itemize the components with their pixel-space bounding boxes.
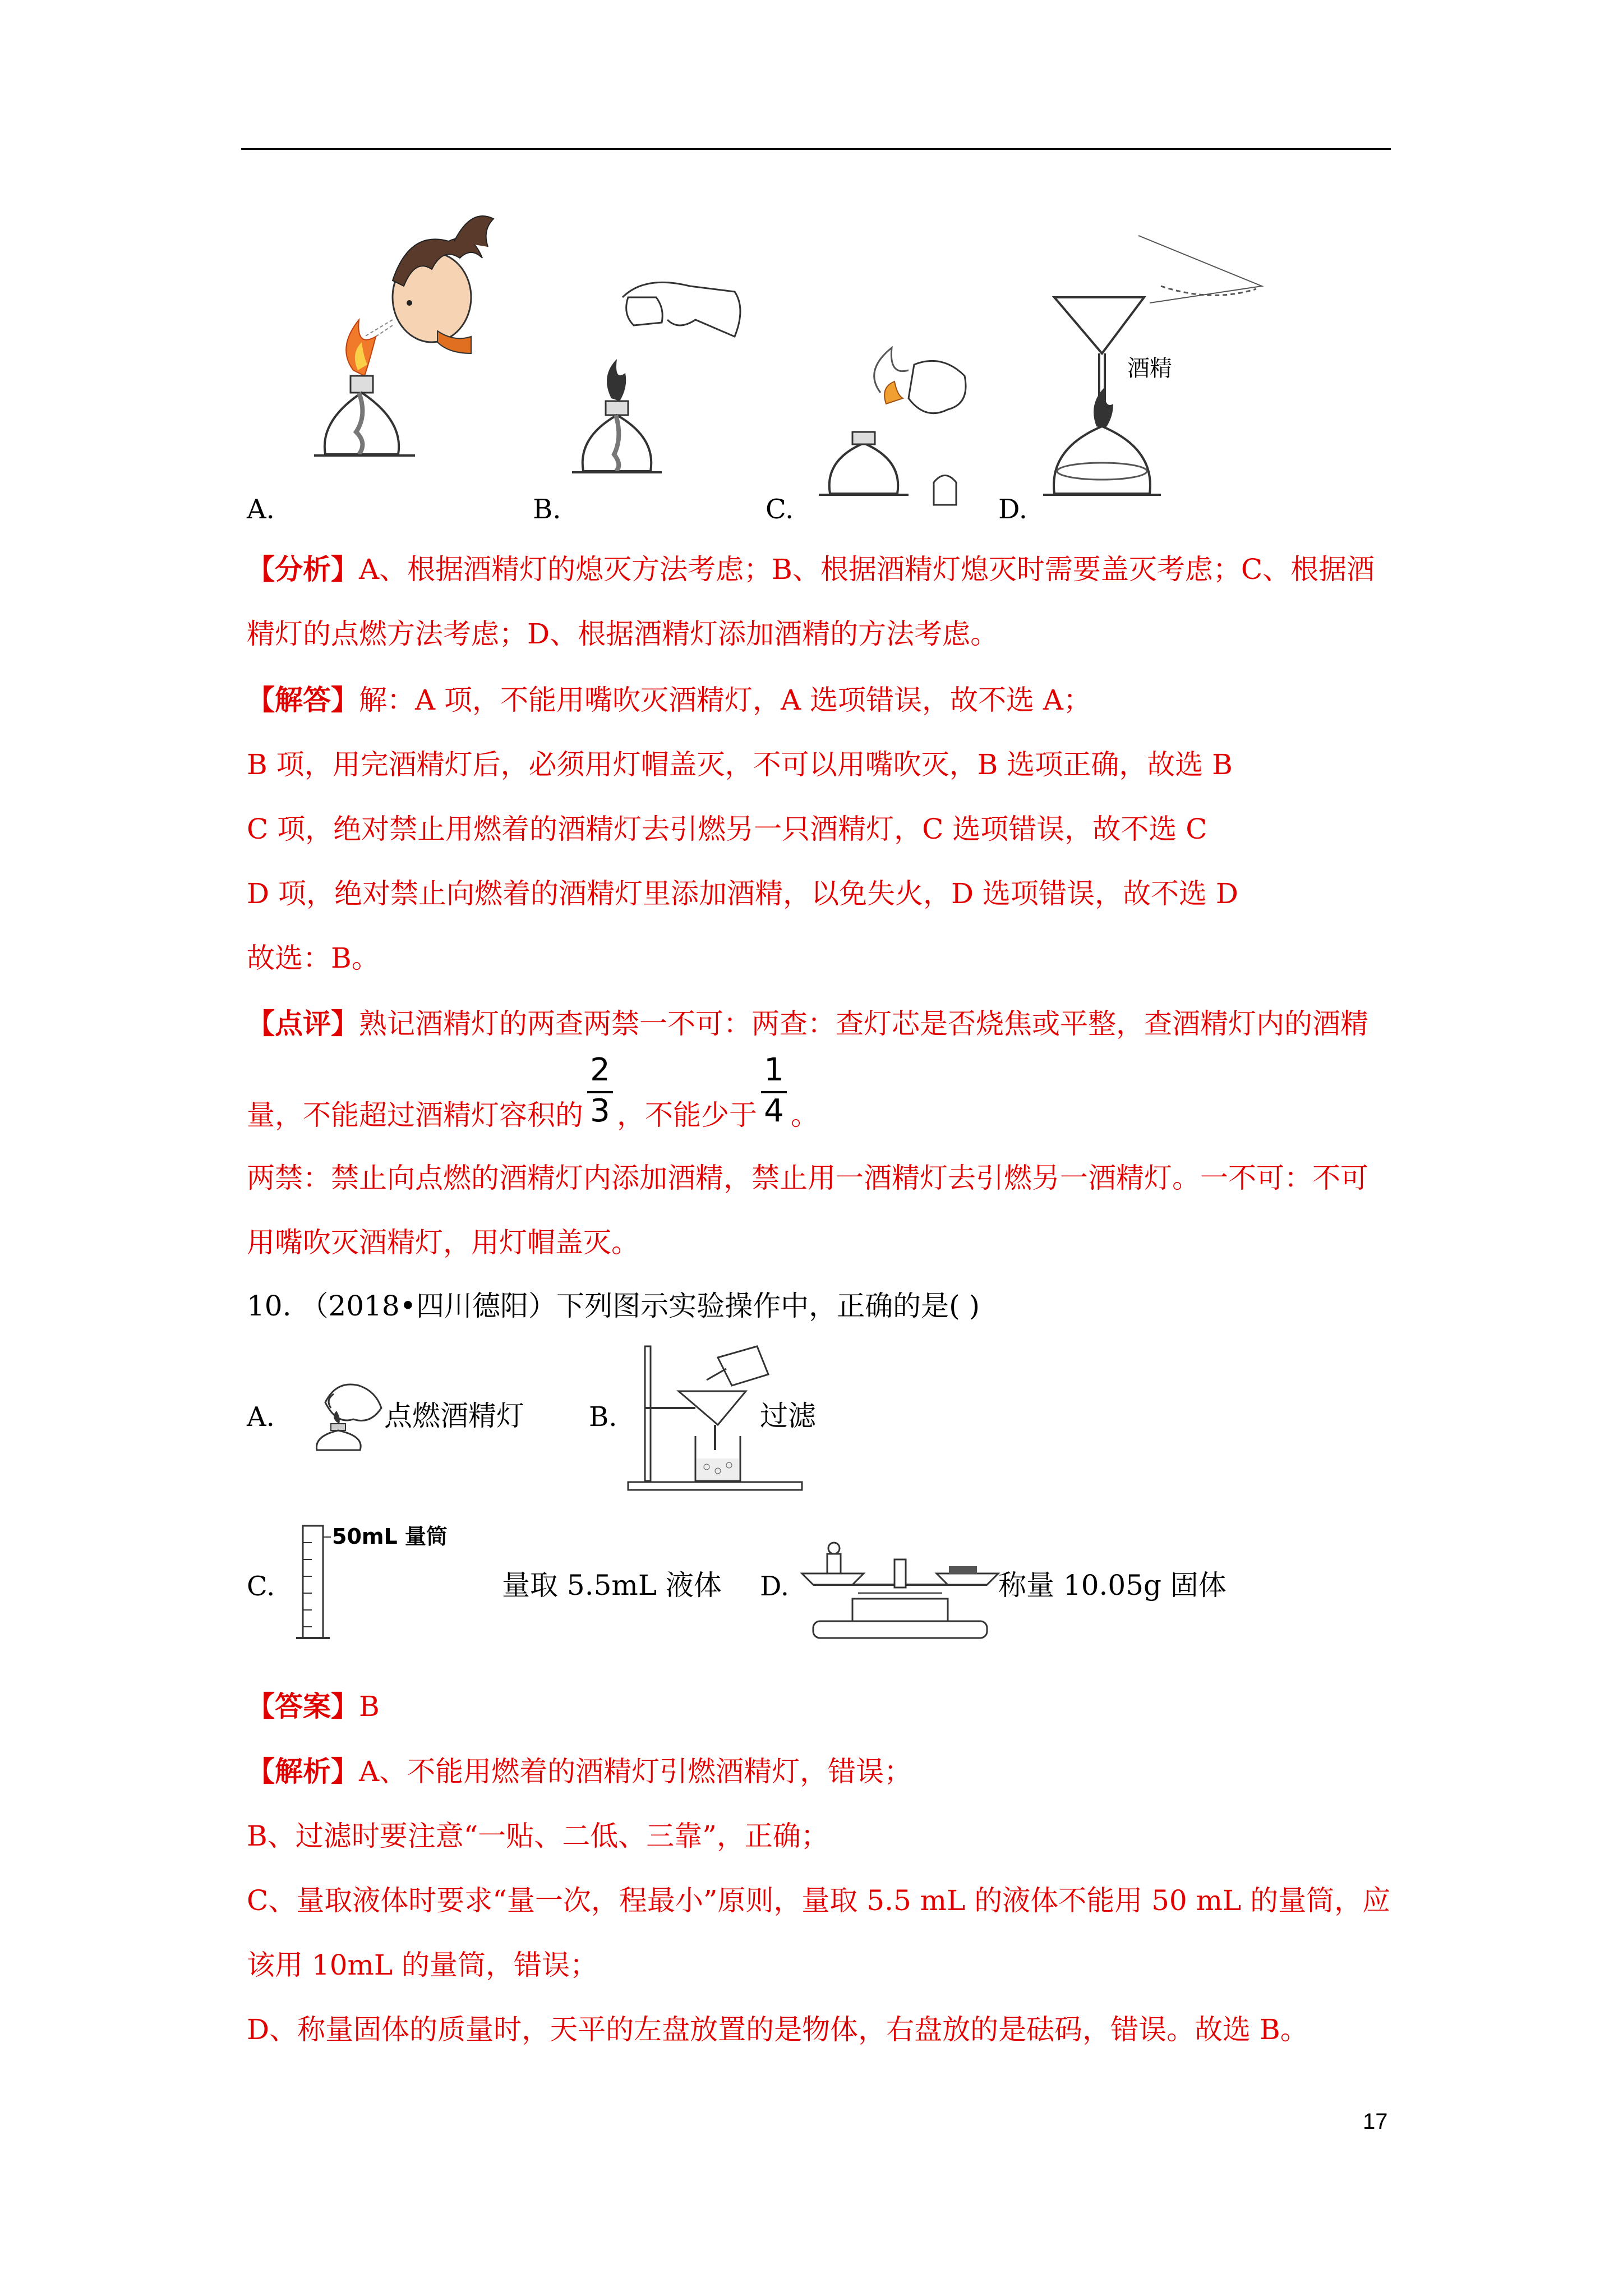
q10-option-b-label: B.	[589, 1401, 617, 1433]
question-10-stem: 10. （2018•四川德阳）下列图示实验操作中，正确的是( )	[247, 1290, 980, 1322]
solution-line-2: B 项，用完酒精灯后，必须用灯帽盖灭，不可以用嘴吹灭，B 选项正确，故选 B	[247, 748, 1233, 781]
q9-option-d-label: D.	[998, 494, 1028, 525]
explanation-line-4: 该用 10mL 的量筒，错误；	[247, 1949, 598, 1981]
comment-line-4: 用嘴吹灭酒精灯，用灯帽盖灭。	[247, 1226, 639, 1259]
q9-option-b-label: B.	[533, 494, 561, 525]
figure-b-capping-lamp	[566, 275, 757, 516]
q10-option-a-text: 点燃酒精灯	[384, 1400, 524, 1432]
fraction-2-3-numerator: 2	[590, 1052, 610, 1088]
answer-line	[247, 1690, 380, 1723]
q10-option-d-label: D.	[760, 1571, 790, 1602]
q10-figure-c-label: 50mL 量筒	[332, 1524, 448, 1549]
q10-option-a-label: A.	[247, 1401, 275, 1433]
q10-figure-a-lamp-lighting	[314, 1369, 387, 1453]
q9-option-c-label: C.	[766, 494, 794, 525]
solution-line-5: 故选：B。	[247, 942, 380, 974]
fraction-2-3-denominator: 3	[590, 1093, 610, 1129]
comment-line-2b: ，不能少于	[617, 1099, 757, 1131]
q10-figure-c-graduated-cylinder	[292, 1520, 494, 1649]
comment-line-2c: 。	[791, 1099, 819, 1131]
figure-d-adding-alcohol	[1043, 224, 1380, 516]
q10-option-d-text: 称量 10.05g 固体	[998, 1569, 1227, 1602]
figure-a-blowing-lamp	[303, 208, 516, 510]
analysis-line-2: 精灯的点燃方法考虑；D、根据酒精灯添加酒精的方法考虑。	[247, 618, 999, 650]
header-rule	[241, 148, 1391, 150]
comment-tag: 【点评】	[247, 1007, 359, 1040]
comment-line-3: 两禁：禁止向点燃的酒精灯内添加酒精，禁止用一酒精灯去引燃另一酒精灯。一不可：不可	[247, 1162, 1368, 1194]
q10-option-c-label: C.	[247, 1571, 275, 1602]
explanation-line-1: 【解析】A、不能用燃着的酒精灯引燃酒精灯，错误；	[247, 1755, 912, 1788]
page-number: 17	[1363, 2109, 1388, 2134]
fraction-1-4-numerator: 1	[764, 1052, 784, 1088]
explanation-line-3: C、量取液体时要求“量一次，程最小”原则，量取 5.5 mL 的液体不能用 50 mL 的量筒，应	[247, 1884, 1391, 1917]
q10-figure-d-balance	[802, 1537, 998, 1644]
explanation-tag: 【解析】	[247, 1755, 359, 1788]
analysis-line-1: 【分析】A、根据酒精灯的熄灭方法考虑；B、根据酒精灯熄灭时需要盖灭考虑；C、根据酒	[247, 553, 1375, 586]
figure-d-alcohol-label: 酒精	[1127, 356, 1172, 381]
explanation-line-5: D、称量固体的质量时，天平的左盘放置的是物体，右盘放的是砝码，错误。故选 B。	[247, 2013, 1308, 2046]
answer-tag: 【答案】	[247, 1690, 359, 1723]
explanation-line-2: B、过滤时要注意“一贴、二低、三靠”，正确；	[247, 1820, 829, 1852]
solution-line-1: 【解答】解：A 项，不能用嘴吹灭酒精灯，A 选项错误，故不选 A；	[247, 683, 1092, 716]
solution-line-3: C 项，绝对禁止用燃着的酒精灯去引燃另一只酒精灯，C 选项错误，故不选 C	[247, 813, 1207, 845]
comment-line-1: 【点评】熟记酒精灯的两查两禁一不可：两查：查灯芯是否烧焦或平整，查酒精灯内的酒精	[247, 1007, 1368, 1040]
solution-line-4: D 项，绝对禁止向燃着的酒精灯里添加酒精，以免失火，D 选项错误，故不选 D	[247, 877, 1238, 910]
fraction-1-4-denominator: 4	[764, 1093, 784, 1129]
comment-line-2a: 量，不能超过酒精灯容积的	[247, 1099, 583, 1131]
q10-option-b-text: 过滤	[760, 1400, 816, 1432]
figure-c-lamp-to-lamp	[796, 337, 998, 516]
answer-value: B	[359, 1690, 380, 1723]
analysis-tag: 【分析】	[247, 553, 359, 586]
solution-tag: 【解答】	[247, 683, 359, 716]
q9-option-a-label: A.	[247, 494, 275, 525]
q10-option-c-text: 量取 5.5mL 液体	[502, 1569, 722, 1602]
